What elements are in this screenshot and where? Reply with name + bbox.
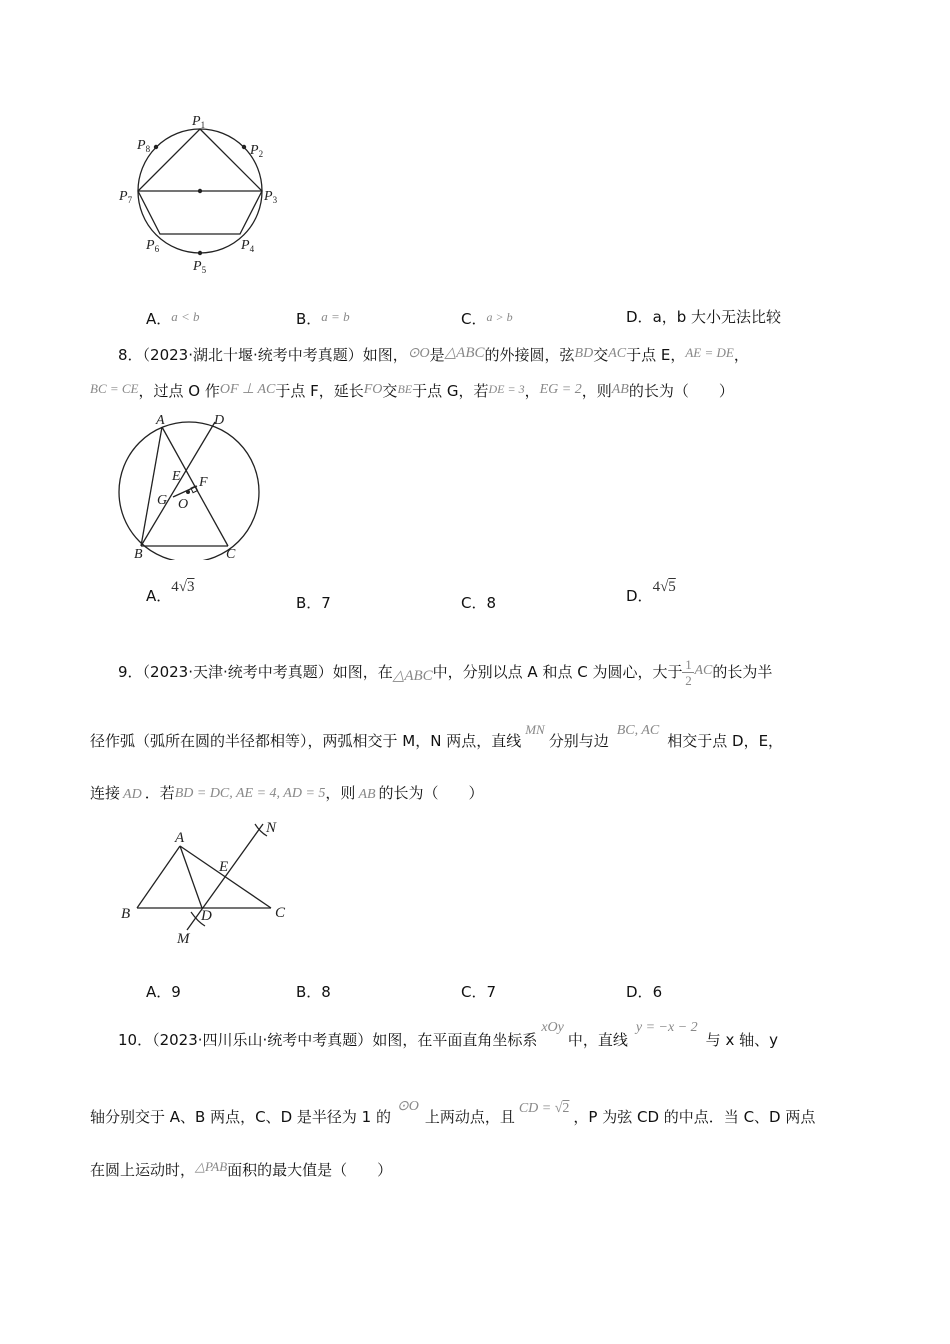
q10-line-3: 在圆上运动时，△PAB面积的最大值是（ ） <box>90 1159 393 1179</box>
q9-label-b: B <box>121 906 131 922</box>
q9-option-d[interactable]: D．6 <box>626 983 663 1001</box>
q8-option-a[interactable]: A．4√3 <box>146 579 195 605</box>
q7-option-c[interactable]: C．$^{a > b}$ <box>461 310 513 328</box>
q9-line-2: 径作弧（弧所在圆的半径都相等），两弧相交于 M，N 两点，直线MN分别与边BC, AC相交于点 D，E， <box>90 722 784 750</box>
q8-figure <box>112 410 272 560</box>
q8-label-c: C <box>226 547 236 560</box>
q9-label-e: E <box>219 859 229 875</box>
q7-label-p5: $P_5$ <box>193 259 207 275</box>
q7-option-d[interactable]: D．a，b 大小无法比较 <box>626 308 782 326</box>
q9-label-d: D <box>201 908 212 924</box>
q7-pentagon <box>138 129 262 234</box>
q9-line-3: 连接 AD ．若BD = DC, AE = 4, AD = 5，则 AB 的长为（ ） <box>90 784 484 802</box>
q7-point-p8 <box>154 145 158 149</box>
q7-point-p2 <box>242 145 246 149</box>
q7-center-dot <box>198 189 202 193</box>
q10-line-2: 轴分别交于 A、B 两点，C、D 是半径为 1 的⊙O上两动点，且 CD = √2 ，P 为弦 CD 的中点．当 C、D 两点 <box>90 1099 816 1126</box>
q9-label-a: A <box>175 830 185 846</box>
q7-label-p2: $P_2$ <box>250 143 264 159</box>
q8-segment-gf <box>173 486 197 497</box>
q8-right-angle-mark <box>191 486 198 493</box>
q8-label-d: D <box>214 413 225 428</box>
q9-option-b[interactable]: B．8 <box>296 983 331 1001</box>
q8-label-a: A <box>156 413 165 428</box>
q7-label-p6: $P_6$ <box>146 238 160 254</box>
q8-label-b: B <box>134 547 143 560</box>
q9-fraction: $\frac{1}{2}$ <box>682 657 694 688</box>
q7-label-p3: $P_3$ <box>264 189 278 205</box>
q10-line-1: 10．（2023·四川乐山·统考中考真题）如图，在平面直角坐标系xOy中，直线y = −x − 2与 x 轴、y <box>118 1020 778 1049</box>
q9-line-mn <box>187 824 263 930</box>
q9-segment-ad <box>180 846 202 908</box>
q7-point-p5 <box>198 251 202 255</box>
q8-option-c[interactable]: C．8 <box>461 594 497 612</box>
q7-label-p1: $P_1$ <box>192 114 206 130</box>
q9-label-m: M <box>177 931 190 947</box>
q9-option-c[interactable]: C．7 <box>461 983 497 1001</box>
q7-label-p8: $P_8$ <box>137 138 151 154</box>
q9-label-n: N <box>266 820 277 836</box>
q9-segment-ab <box>137 846 180 908</box>
q8-option-b[interactable]: B．7 <box>296 594 331 612</box>
q7-option-b[interactable]: B．a = b <box>296 309 350 328</box>
q7-figure <box>110 108 285 278</box>
q8-center-dot <box>186 490 190 494</box>
q7-option-a[interactable]: A．a < b <box>146 309 200 328</box>
q8-label-o: O <box>178 497 189 512</box>
q8-label-f: F <box>199 475 208 490</box>
q8-option-d[interactable]: D．4√5 <box>626 579 676 605</box>
q9-line-1: 9．（2023·天津·统考中考真题）如图，在△ABC中，分别以点 A 和点 C 为圆心，大于 $\frac{1}{2}$ AC的长为半 <box>118 657 773 688</box>
q8-line-2: BC = CE，过点 O 作OF ⊥ AC于点 F，延长FO交$^{BE}$于点 G，若$^{DE = 3}$，EG = 2，则AB的长为（ ） <box>90 381 734 400</box>
q9-figure <box>115 816 295 948</box>
q8-line-1: 8．（2023·湖北十堰·统考中考真题）如图，⊙O是△ABC的外接圆，弦BD交AC于点 E，AE = DE， <box>118 345 749 364</box>
q9-option-a[interactable]: A．9 <box>146 983 181 1001</box>
q9-label-c: C <box>275 905 286 921</box>
q7-label-p7: $P_7$ <box>119 189 133 205</box>
q8-label-e: E <box>172 469 181 484</box>
q7-label-p4: $P_4$ <box>241 238 255 254</box>
q8-label-g: G <box>157 493 168 508</box>
